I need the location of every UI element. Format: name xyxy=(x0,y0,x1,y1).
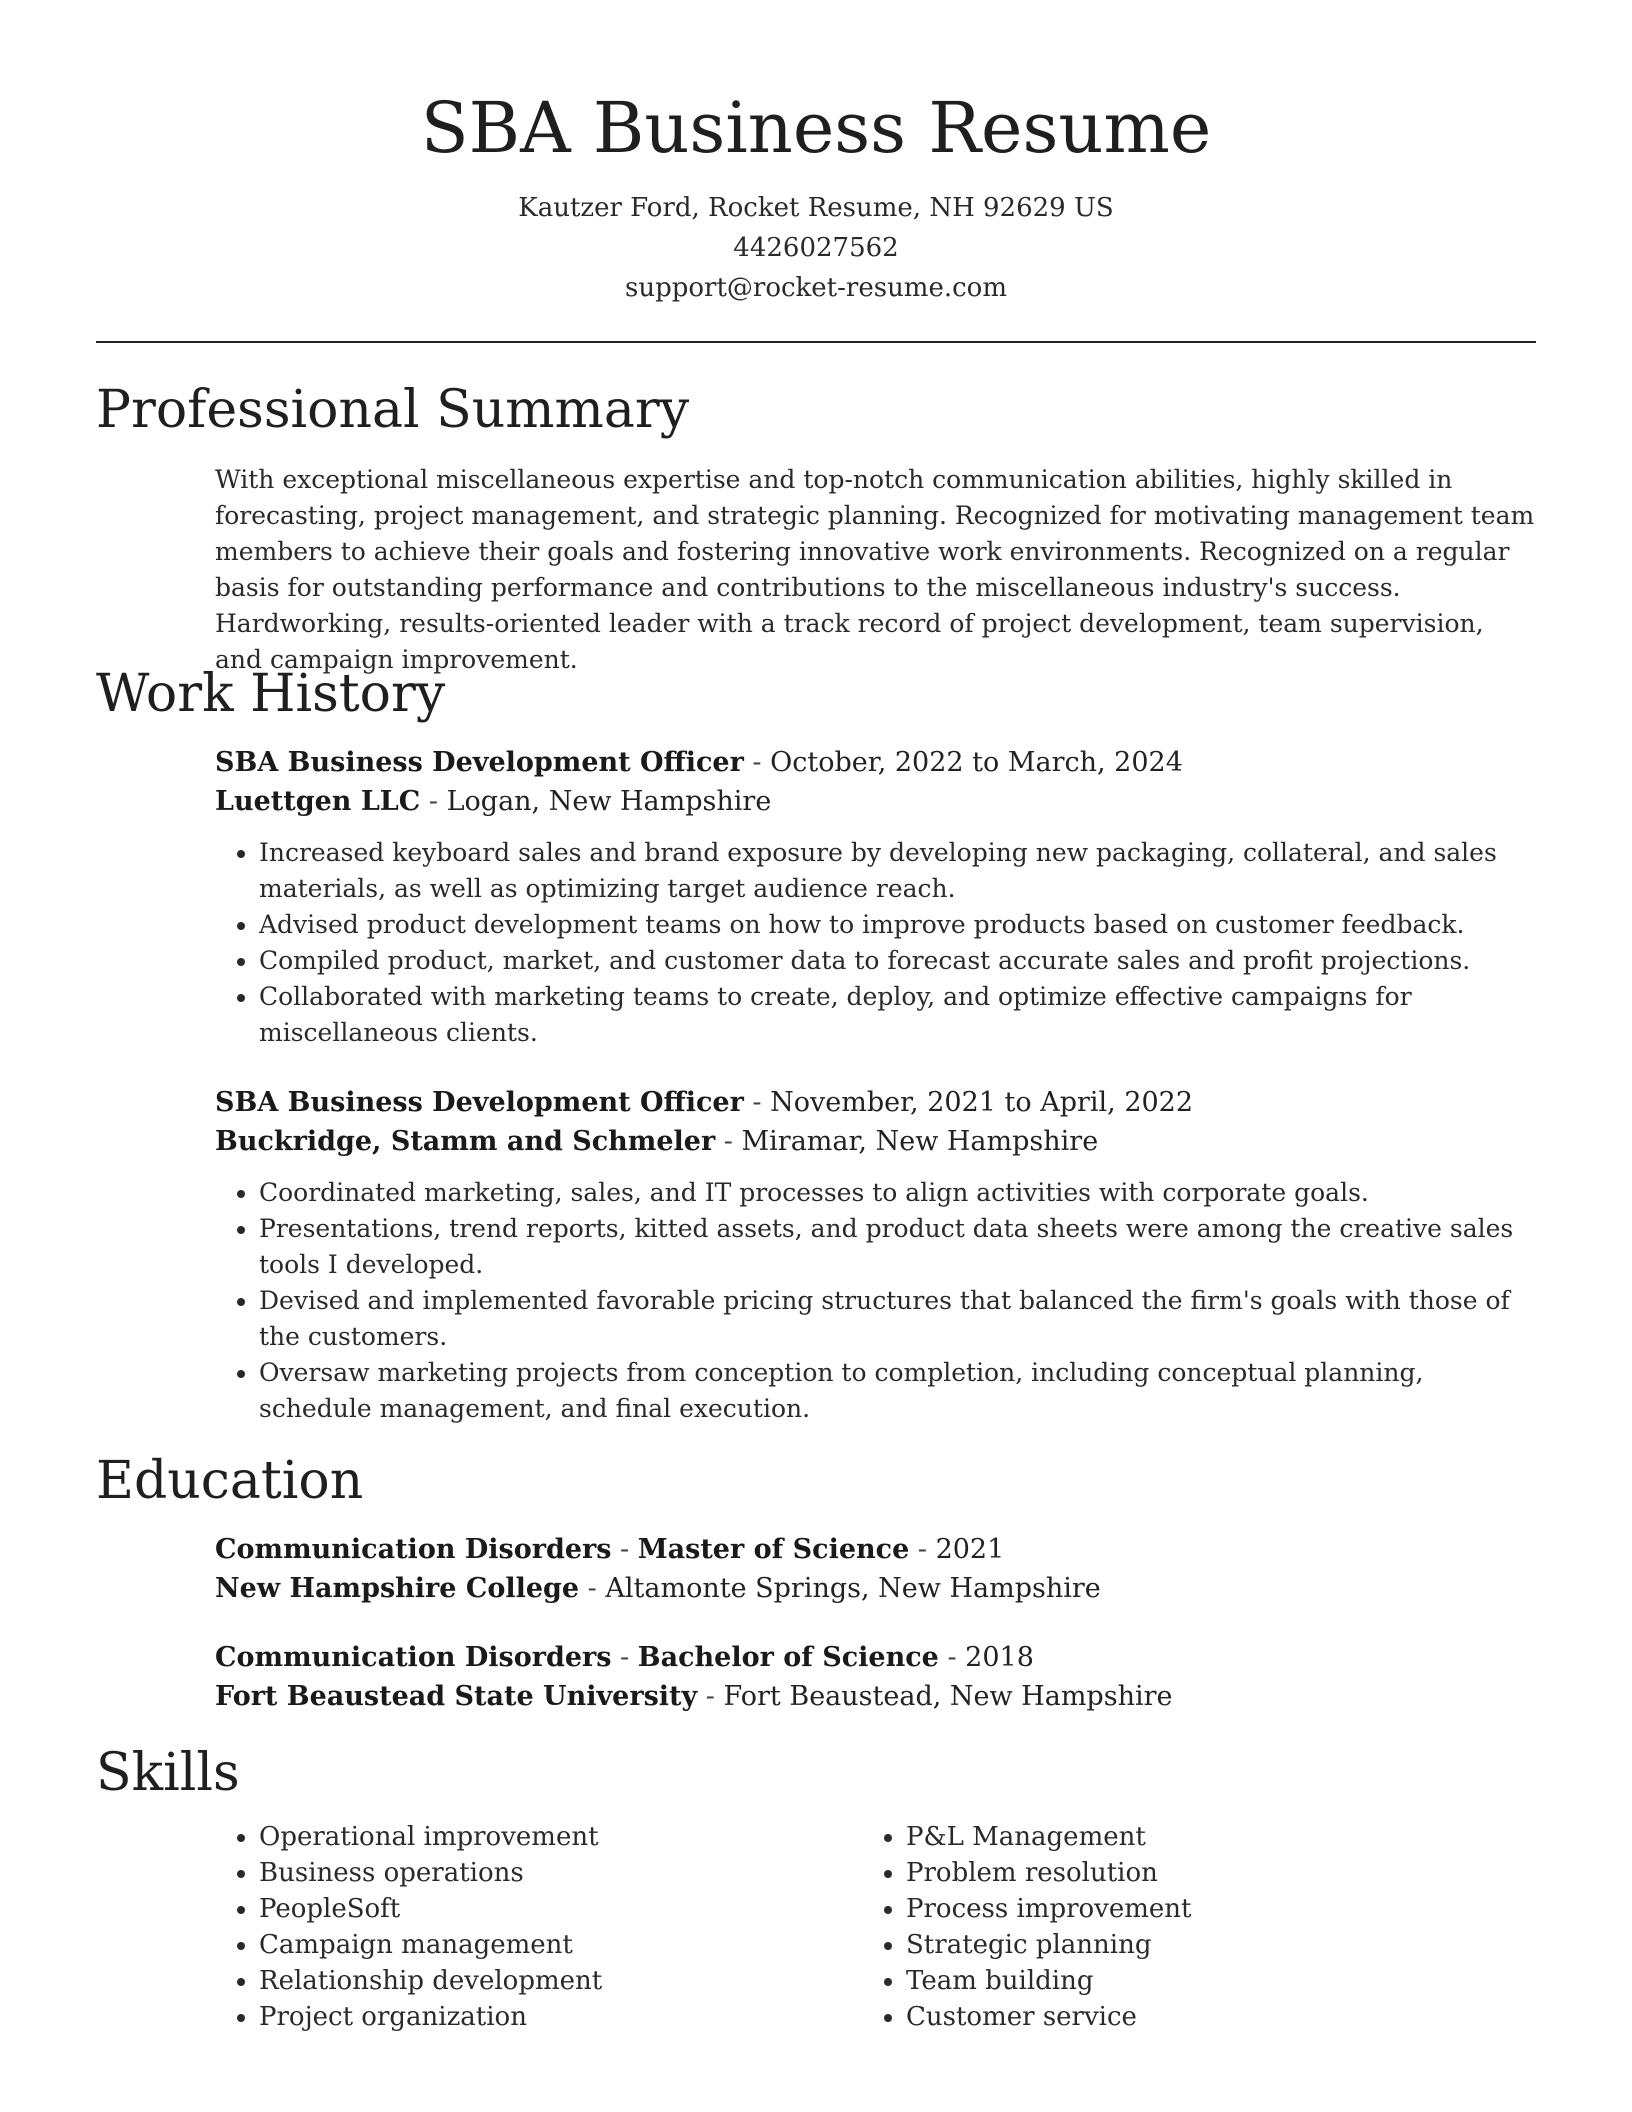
resume-header xyxy=(96,80,1536,308)
education-degree-line xyxy=(215,1638,1535,1677)
skill-item: • Team building xyxy=(906,1963,1482,1999)
company-name: Luettgen LLC xyxy=(215,786,421,817)
skill-item: • Operational improvement xyxy=(259,1819,835,1855)
section-title-skills: Skills xyxy=(96,1743,240,1803)
work-entry-heading xyxy=(215,1083,1535,1122)
education-degree-line xyxy=(215,1530,1535,1569)
skill-item: • Customer service xyxy=(906,1999,1482,2035)
company-location: Logan, New Hampshire xyxy=(446,786,772,817)
skills-column-right xyxy=(862,1819,1482,2035)
list-item: • Presentations, trend reports, kitted assets, and product data sheets were among the creative sales tools I developed. xyxy=(259,1211,1535,1283)
separator: - xyxy=(743,747,771,778)
education-school-line xyxy=(215,1677,1535,1716)
list-item: • Advised product development teams on how to improve products based on customer feedback. xyxy=(259,907,1535,943)
skill-item: • Process improvement xyxy=(906,1891,1482,1927)
section-title-education: Education xyxy=(96,1451,364,1511)
skill-item: • PeopleSoft xyxy=(259,1891,835,1927)
skill-item: • Strategic planning xyxy=(906,1927,1482,1963)
section-title-work: Work History xyxy=(96,664,446,724)
company-name: Buckridge, Stamm and Schmeler xyxy=(215,1126,716,1157)
job-dates: October, 2022 to March, 2024 xyxy=(770,747,1183,778)
contact-address: Kautzer Ford, Rocket Resume, NH 92629 US xyxy=(518,193,1114,223)
list-item: • Coordinated marketing, sales, and IT processes to align activities with corporate goals. xyxy=(259,1175,1535,1211)
separator: - xyxy=(579,1573,606,1604)
school-location: Altamonte Springs, New Hampshire xyxy=(605,1573,1101,1604)
summary-text: With exceptional miscellaneous expertise and top-notch communication abilities, highly skilled in forecasting, project management, and strategic planning. Recognized for motivating management team members to achieve their goals and fostering innovative work environments. Recognized on a regular basis for outstanding performance and contributions to the miscellaneous industry's success. Hardworking, results-oriented leader with a track record of project development, team supervision, and campaign improvement. xyxy=(215,465,1535,674)
work-entry xyxy=(215,743,1535,1051)
education-degree: Master of Science xyxy=(637,1534,910,1565)
separator: - xyxy=(697,1681,724,1712)
contact-email: support@rocket-resume.com xyxy=(624,273,1007,303)
separator: - xyxy=(611,1642,638,1673)
separator: - xyxy=(909,1534,936,1565)
list-item: • Compiled product, market, and customer data to forecast accurate sales and profit projections. xyxy=(259,943,1535,979)
school-name: Fort Beaustead State University xyxy=(215,1681,698,1712)
skill-item: • Project organization xyxy=(259,1999,835,2035)
skill-item: • Problem resolution xyxy=(906,1855,1482,1891)
separator: - xyxy=(420,786,447,817)
company-location: Miramar, New Hampshire xyxy=(741,1126,1099,1157)
work-entry xyxy=(215,1083,1535,1427)
school-name: New Hampshire College xyxy=(215,1573,580,1604)
work-entry-heading xyxy=(215,743,1535,782)
separator: - xyxy=(611,1534,638,1565)
skills-column-left xyxy=(215,1819,835,2035)
list-item: • Devised and implemented favorable pricing structures that balanced the firm's goals with those of the customers. xyxy=(259,1283,1535,1355)
job-title: SBA Business Development Officer xyxy=(215,1087,744,1118)
job-duties-list xyxy=(215,835,1535,1051)
work-entry-company-line xyxy=(215,782,1535,821)
education-entry xyxy=(215,1530,1535,1608)
separator: - xyxy=(938,1642,966,1673)
contact-phone: 4426027562 xyxy=(733,233,899,263)
education-year: 2021 xyxy=(935,1534,1005,1565)
education-entry xyxy=(215,1638,1535,1716)
contact-info xyxy=(96,188,1536,308)
list-item: • Oversaw marketing projects from conception to completion, including conceptual planning, schedule management, and final execution. xyxy=(259,1355,1535,1427)
separator: - xyxy=(715,1126,742,1157)
resume-title: SBA Business Resume xyxy=(420,87,1212,169)
list-item: • Increased keyboard sales and brand exposure by developing new packaging, collateral, and sales materials, as well as optimizing target audience reach. xyxy=(259,835,1535,907)
education-school-line xyxy=(215,1569,1535,1608)
header-divider xyxy=(96,341,1536,343)
education-field: Communication Disorders xyxy=(215,1534,612,1565)
skill-item: • Relationship development xyxy=(259,1963,835,1999)
skill-item: • Business operations xyxy=(259,1855,835,1891)
skills-list xyxy=(215,1819,835,2035)
school-location: Fort Beaustead, New Hampshire xyxy=(723,1681,1173,1712)
skill-item: • Campaign management xyxy=(259,1927,835,1963)
skills-list xyxy=(862,1819,1482,2035)
job-title: SBA Business Development Officer xyxy=(215,747,744,778)
job-dates: November, 2021 to April, 2022 xyxy=(770,1087,1194,1118)
separator: - xyxy=(743,1087,771,1118)
section-title-summary: Professional Summary xyxy=(96,380,690,440)
education-year: 2018 xyxy=(965,1642,1034,1673)
work-entry-company-line xyxy=(215,1122,1535,1161)
job-duties-list xyxy=(215,1175,1535,1427)
education-field: Communication Disorders xyxy=(215,1642,612,1673)
skill-item: • P&L Management xyxy=(906,1819,1482,1855)
education-degree: Bachelor of Science xyxy=(637,1642,939,1673)
list-item: • Collaborated with marketing teams to create, deploy, and optimize effective campaigns for miscellaneous clients. xyxy=(259,979,1535,1051)
